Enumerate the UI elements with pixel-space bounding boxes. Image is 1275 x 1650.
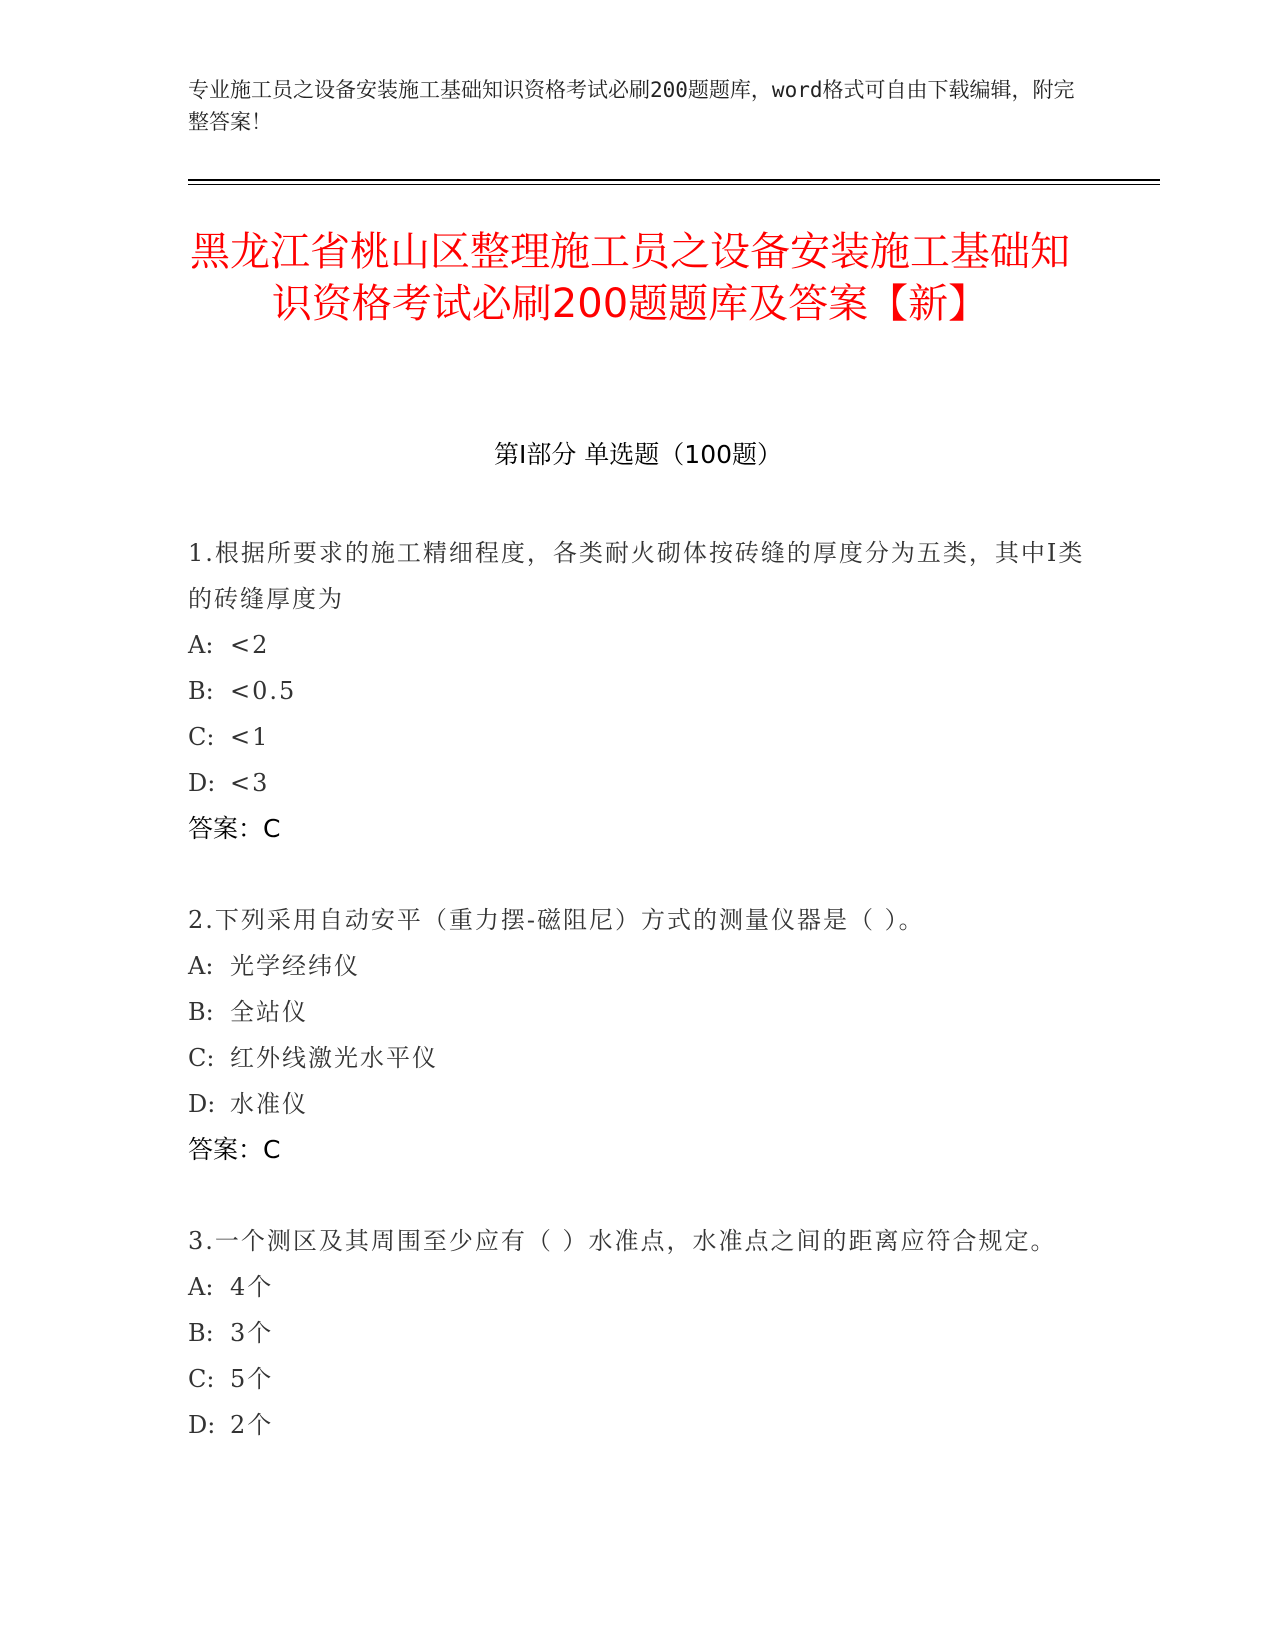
question-stem: 1.根据所要求的施工精细程度，各类耐火砌体按砖缝的厚度分为五类，其中Ⅰ类的砖缝厚度为 — [188, 539, 1085, 613]
option-text: 光学经纬仪 — [230, 952, 360, 980]
option-key: D: — [188, 1090, 216, 1118]
option-text: 5个 — [230, 1365, 274, 1393]
option-text: <1 — [230, 723, 270, 751]
option-key: B: — [188, 677, 214, 705]
option-key: A: — [188, 1273, 214, 1301]
answer-label: 答案： — [188, 1135, 264, 1164]
option-b — [188, 989, 1088, 1035]
option-key: C: — [188, 723, 215, 751]
header-note: 专业施工员之设备安装施工基础知识资格考试必刷200题题库，word格式可自由下载编辑，附完整答案！ — [188, 78, 1075, 134]
option-b — [188, 668, 1088, 714]
option-c — [188, 1356, 1088, 1402]
option-text: <2 — [230, 631, 270, 659]
answer-value: C — [263, 1135, 281, 1164]
option-text: 水准仪 — [230, 1090, 308, 1118]
answer-label: 答案： — [188, 814, 264, 843]
option-a — [188, 622, 1088, 668]
option-c — [188, 1035, 1088, 1081]
option-text: 红外线激光水平仪 — [230, 1044, 438, 1072]
answer-line — [188, 1127, 1088, 1173]
option-c — [188, 714, 1088, 760]
option-text: 全站仪 — [230, 998, 308, 1026]
option-text: <3 — [230, 769, 270, 797]
option-text: 4个 — [230, 1273, 274, 1301]
document-title: 黑龙江省桃山区整理施工员之设备安装施工基础知识资格考试必刷200题题库及答案【新】 — [190, 229, 1070, 327]
question-stem: 3.一个测区及其周围至少应有（ ）水准点，水准点之间的距离应符合规定。 — [188, 1227, 1057, 1255]
answer-line — [188, 806, 1088, 852]
answer-value: C — [263, 814, 281, 843]
option-key: C: — [188, 1365, 215, 1393]
header-divider-thick — [188, 179, 1160, 181]
question-2 — [188, 897, 1088, 1173]
option-d — [188, 1402, 1088, 1448]
option-key: D: — [188, 769, 216, 797]
option-key: B: — [188, 998, 214, 1026]
option-key: A: — [188, 631, 214, 659]
option-text: 3个 — [230, 1319, 274, 1347]
option-d — [188, 1081, 1088, 1127]
question-list — [188, 530, 1088, 1493]
question-stem: 2.下列采用自动安平（重力摆-磁阻尼）方式的测量仪器是（ ）。 — [188, 906, 925, 934]
option-text: 2个 — [230, 1411, 274, 1439]
header-divider-thin — [188, 184, 1160, 185]
option-d — [188, 760, 1088, 806]
option-key: A: — [188, 952, 214, 980]
option-key: D: — [188, 1411, 216, 1439]
option-key: B: — [188, 1319, 214, 1347]
question-1 — [188, 530, 1088, 852]
option-b — [188, 1310, 1088, 1356]
question-3 — [188, 1218, 1088, 1448]
option-text: <0.5 — [230, 677, 297, 705]
option-a — [188, 1264, 1088, 1310]
option-key: C: — [188, 1044, 215, 1072]
section-title: 第I部分 单选题（100题） — [493, 440, 783, 469]
option-a — [188, 943, 1088, 989]
